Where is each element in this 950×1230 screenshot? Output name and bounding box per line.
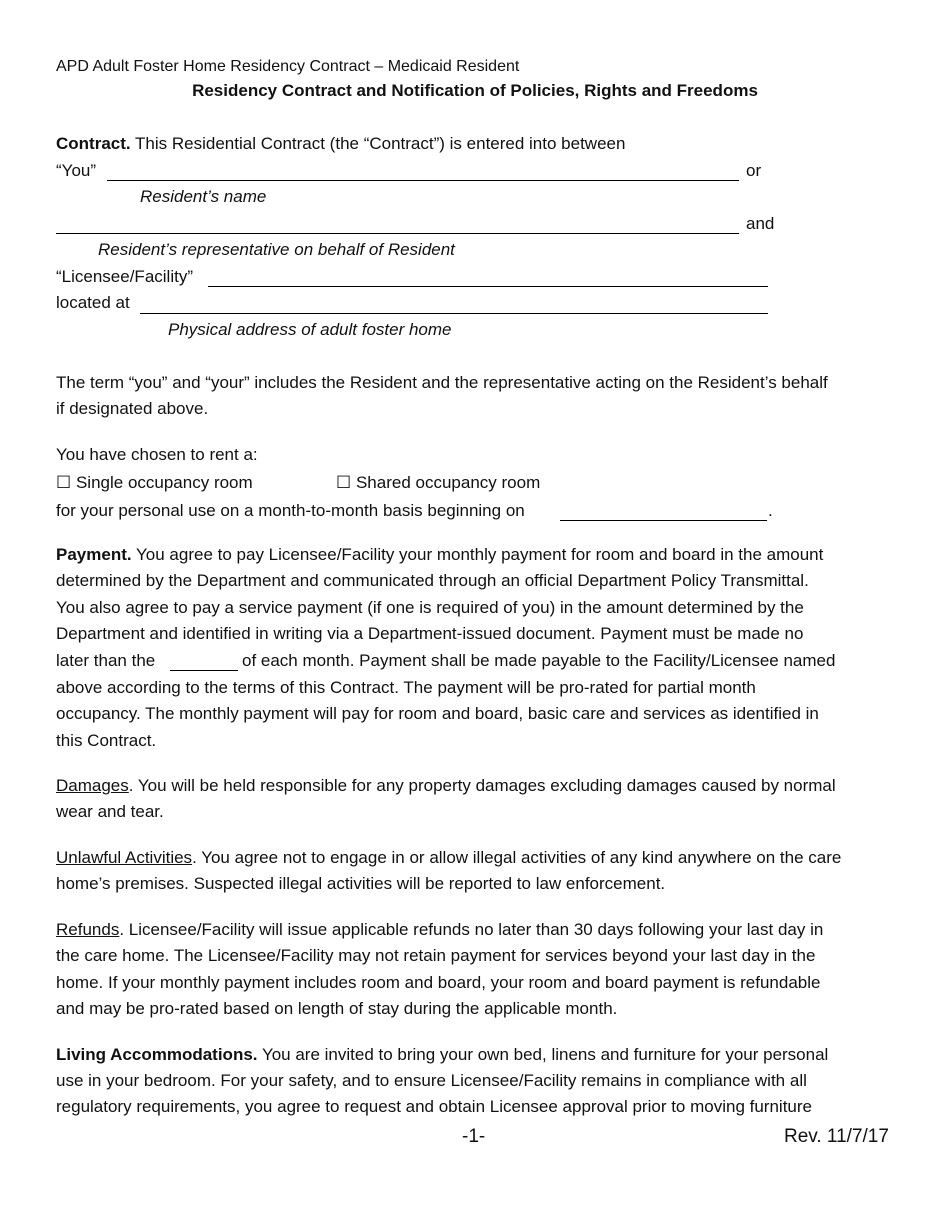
payment-day-field[interactable] xyxy=(170,670,238,671)
living-line-1-text: You are invited to bring your own bed, linens and furniture for your personal xyxy=(261,1045,829,1064)
shared-occupancy-checkbox[interactable]: ☐ Shared occupancy room xyxy=(336,473,541,492)
page-number: -1- xyxy=(462,1126,486,1147)
revision-date: Rev. 11/7/17 xyxy=(784,1126,889,1147)
payment-line-3: You also agree to pay a service payment (if one is required of you) in the amount determined by the xyxy=(56,598,804,617)
or-label: or xyxy=(746,161,762,180)
single-occupancy-checkbox[interactable]: ☐ Single occupancy room xyxy=(56,473,253,492)
damages-line-1 xyxy=(56,773,836,800)
contract-intro-text: This Residential Contract (the “Contract”) is entered into between xyxy=(135,134,626,153)
contract-heading: Contract. xyxy=(56,134,131,153)
refunds-line-4: and may be pro-rated based on length of stay during the applicable month. xyxy=(56,999,618,1018)
resident-name-caption: Resident’s name xyxy=(140,187,267,206)
payment-line-1-text: You agree to pay Licensee/Facility your monthly payment for room and board in the amount xyxy=(136,545,824,564)
licensee-label: “Licensee/Facility” xyxy=(56,267,193,286)
living-heading: Living Accommodations. xyxy=(56,1045,258,1064)
living-line-3: regulatory requirements, you agree to request and obtain Licensee approval prior to moving furniture xyxy=(56,1097,812,1116)
licensee-field[interactable] xyxy=(208,286,768,287)
and-label: and xyxy=(746,214,775,233)
start-date-field[interactable] xyxy=(560,520,767,521)
resident-name-field[interactable] xyxy=(107,180,739,181)
payment-line-2: determined by the Department and communicated through an official Department Policy Transmittal. xyxy=(56,571,809,590)
located-label: located at xyxy=(56,293,130,312)
living-line-2: use in your bedroom. For your safety, and to ensure Licensee/Facility remains in compliance with all xyxy=(56,1071,807,1090)
rent-basis-text: for your personal use on a month-to-month basis beginning on xyxy=(56,501,525,520)
header-form-title: APD Adult Foster Home Residency Contract – Medicaid Resident xyxy=(56,58,520,75)
payment-line-7: occupancy. The monthly payment will pay for room and board, basic care and services as identified in xyxy=(56,704,819,723)
payment-line-1 xyxy=(56,542,823,569)
damages-line-1-text: . You will be held responsible for any property damages excluding damages caused by normal xyxy=(128,776,836,795)
unlawful-line-1-text: . You agree not to engage in or allow illegal activities of any kind anywhere on the care xyxy=(192,848,842,867)
refunds-line-1 xyxy=(56,917,823,944)
living-line-1 xyxy=(56,1042,828,1069)
unlawful-heading: Unlawful Activities xyxy=(56,848,193,867)
refunds-line-1-text: . Licensee/Facility will issue applicable refunds no later than 30 days following your last day in xyxy=(119,920,824,939)
payment-heading: Payment. xyxy=(56,545,132,564)
refunds-line-3: home. If your monthly payment includes room and board, your room and board payment is refundable xyxy=(56,973,821,992)
refunds-heading: Refunds xyxy=(56,920,120,939)
address-field[interactable] xyxy=(140,313,768,314)
unlawful-line-1 xyxy=(56,845,841,872)
damages-heading: Damages xyxy=(56,776,129,795)
unlawful-line-2: home’s premises. Suspected illegal activities will be reported to law enforcement. xyxy=(56,874,666,893)
payment-line-8: this Contract. xyxy=(56,731,157,750)
damages-line-2: wear and tear. xyxy=(56,802,164,821)
rent-period: . xyxy=(768,501,773,520)
contract-intro xyxy=(56,131,625,158)
payment-line-5b: of each month. Payment shall be made payable to the Facility/Licensee named xyxy=(242,651,836,670)
payment-line-4: Department and identified in writing via a Department-issued document. Payment must be made no xyxy=(56,624,804,643)
you-label: “You” xyxy=(56,161,97,180)
term-line-1: The term “you” and “your” includes the Resident and the representative acting on the Resident’s behalf xyxy=(56,373,828,392)
address-caption: Physical address of adult foster home xyxy=(168,320,452,339)
representative-caption: Resident’s representative on behalf of Resident xyxy=(98,240,455,259)
payment-line-5a: later than the xyxy=(56,651,156,670)
representative-field[interactable] xyxy=(56,233,739,234)
payment-line-6: above according to the terms of this Contract. The payment will be pro-rated for partial month xyxy=(56,678,756,697)
term-line-2: if designated above. xyxy=(56,399,209,418)
header-document-title: Residency Contract and Notification of Policies, Rights and Freedoms xyxy=(192,81,758,100)
rent-intro: You have chosen to rent a: xyxy=(56,445,258,464)
refunds-line-2: the care home. The Licensee/Facility may not retain payment for services beyond your last day in the xyxy=(56,946,816,965)
